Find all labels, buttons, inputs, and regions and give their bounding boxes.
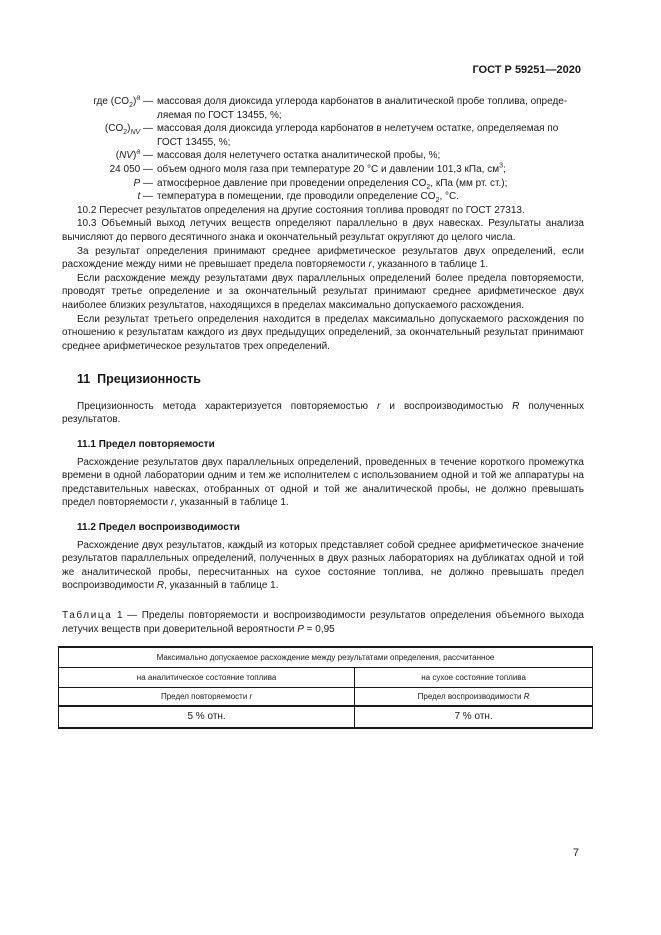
definition-row bbox=[62, 190, 584, 204]
definition-text: атмосферное давление при проведении определения $CO_2$, кПа (мм рт. ст.); bbox=[157, 177, 508, 191]
table-subheader-reproducibility: Предел воспроизводимости R bbox=[355, 688, 593, 707]
formula-definitions bbox=[62, 95, 584, 204]
definition-term: P — bbox=[133, 177, 153, 189]
page-content bbox=[62, 95, 584, 729]
paragraph-result: За результат определения принимают среднее арифметическое результатов двух определений, если расхождение между ними не превышает предела повторяемости r, указанного в таблице 1. bbox=[62, 245, 584, 271]
definition-term: t — bbox=[137, 191, 153, 203]
subsection-number: 11.1 bbox=[77, 439, 96, 451]
table-column-dry: на сухое состояние топлива bbox=[355, 668, 593, 688]
section-11-heading bbox=[77, 373, 584, 387]
paragraph-reproducibility: Расхождение двух результатов, каждый из которых представляет собой среднее арифметическое значение результатов параллельных определений, полученных в двух разных лабораториях на дубликатах одной и той же аналитической пробы, пересчитанных на сухое состояние топлива, не должно превышать предел воспроизводимости R, указанный в таблице 1. bbox=[62, 539, 584, 592]
subsection-number: 11.2 bbox=[77, 522, 96, 534]
definition-row bbox=[62, 177, 584, 191]
table-caption bbox=[62, 609, 584, 636]
section-number: 11 bbox=[77, 372, 91, 387]
table-header-cell: Максимально допускаемое расхождение между результатами определения, рассчитанное bbox=[59, 647, 593, 668]
definition-text: массовая доля диоксида углерода карбонатов в аналитической пробе топлива, опреде- ляемая по ГОСТ 13455, %; bbox=[157, 96, 568, 121]
paragraph-10-2: 10.2 Пересчет результатов определения на другие состояния топлива проводят по ГОСТ 27313. bbox=[77, 204, 525, 216]
paragraph-precision: Прецизионность метода характеризуется повторяемостью r и воспроизводимостью R полученных результатов. bbox=[62, 400, 584, 426]
definition-term: (NV)$^a$ — bbox=[115, 149, 153, 162]
definition-text: массовая доля диоксида углерода карбонатов в нелетучем остатке, определяемая по ГОСТ 13455, %; bbox=[157, 123, 559, 148]
document-code-header: ГОСТ Р 59251—2020 bbox=[472, 64, 581, 76]
definition-row bbox=[62, 95, 584, 122]
precision-table bbox=[58, 646, 593, 729]
paragraph-10-3: 10.3 Объемный выход летучих веществ определяют параллельно в двух навесках. Результаты анализа вычисляют до первого десятичного знака и окончательный результат округляют до целого числа. bbox=[62, 218, 584, 243]
table-caption-label: Таблица bbox=[62, 610, 113, 621]
table-column-analytical: на аналитическое состояние топлива bbox=[59, 668, 355, 688]
table-subheader-repeatability: Предел повторяемости r bbox=[59, 688, 355, 707]
definition-term: 24 050 — bbox=[109, 163, 153, 175]
definition-text: массовая доля нелетучего остатка аналитической пробы, %; bbox=[157, 150, 441, 162]
table-caption-text: 1 — Пределы повторяемости и воспроизводимости результатов определения объемного выхода летучих веществ при доверительной вероятности P = 0,95 bbox=[62, 610, 584, 635]
paragraph-repeatability: Расхождение результатов двух параллельных определений, проведенных в течение короткого промежутка времени в одной лаборатории одним и тем же исполнителем с использованием одной и той же аппаратуры на представительных навесках, отобранных от одной и той же аналитической пробы, не должно превышать предел повторяемости r, указанный в таблице 1. bbox=[62, 456, 584, 509]
definition-text: объем одного моля газа при температуре 20 °С и давлении 101,3 кПа, $см^3$; bbox=[157, 162, 506, 175]
table-value-reproducibility: 7 % отн. bbox=[355, 706, 593, 728]
page-number: 7 bbox=[572, 847, 579, 859]
definition-row bbox=[62, 163, 584, 177]
definition-text: температура в помещении, где проводили определение $CO_2$, °С. bbox=[157, 191, 460, 205]
paragraph-third-determination: Если расхождение между результатами двух параллельных определений более предела повторяемости, проводят третье определение и за окончательный результат принимают среднее арифметическое двух наиболее близких результатов, находящихся в пределах максимально допускаемого расхождения. bbox=[62, 272, 584, 311]
definition-term: $(CO_2)_{NV}$ — bbox=[104, 123, 153, 137]
definition-row bbox=[62, 122, 584, 149]
definition-term: где $(CO_2)^a$ — bbox=[93, 94, 153, 109]
section-title: Прецизионность bbox=[97, 372, 201, 387]
paragraph-third-result: Если результат третьего определения находится в пределах максимально допускаемого расхождения по отношению к результатам каждого из двух предыдущих определений, за окончательный результат принимают среднее арифметическое результатов трех определений. bbox=[62, 313, 584, 352]
table-value-repeatability: 5 % отн. bbox=[59, 706, 355, 728]
subsection-11-2-heading bbox=[77, 521, 584, 535]
definition-row bbox=[62, 149, 584, 163]
subsection-title: Предел повторяемости bbox=[98, 439, 215, 451]
subsection-11-1-heading bbox=[77, 438, 584, 452]
subsection-title: Предел воспроизводимости bbox=[98, 522, 240, 534]
